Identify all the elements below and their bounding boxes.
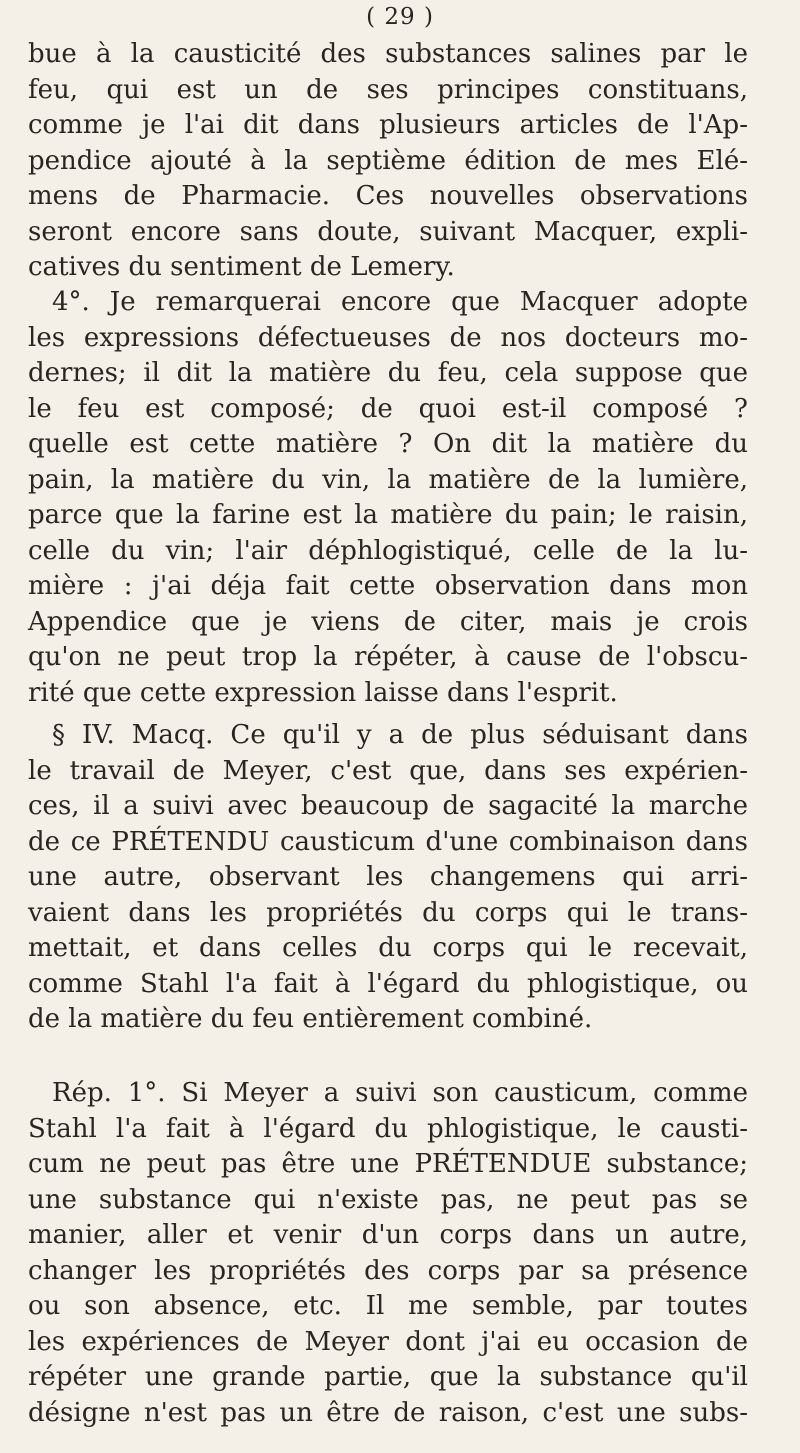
text-line: mière : j'ai déja fait cette observation dans mon <box>28 571 748 601</box>
paragraph-1 <box>28 37 748 286</box>
text-line: Rép. 1°. Si Meyer a suivi son causticum, comme <box>52 1078 748 1108</box>
text-line: catives du sentiment de Lemery. <box>28 252 455 282</box>
text-line: répéter une grande partie, que la substance qu'il <box>28 1362 748 1392</box>
page-number: ( 29 ) <box>366 4 434 30</box>
text-line: pendice ajouté à la septième édition de mes Elé- <box>28 145 748 176</box>
text-line: quelle est cette matière ? On dit la matière du <box>28 429 748 459</box>
text-line: 4°. Je remarquerai encore que Macquer adopte <box>52 287 748 317</box>
text-line: Appendice que je viens de citer, mais je crois <box>28 606 748 637</box>
text-line: mettait, et dans celles du corps qui le recevait, <box>28 933 748 963</box>
text-line: Stahl l'a fait à l'égard du phlogistique, le causti- <box>28 1113 748 1144</box>
text-line: cum ne peut pas être une PRÉTENDUE substance; <box>28 1149 748 1179</box>
text-line: désigne n'est pas un être de raison, c'est une subs- <box>28 1397 748 1428</box>
text-line: les expériences de Meyer dont j'ai eu occasion de <box>28 1326 748 1357</box>
text-line: le feu est composé; de quoi est-il composé ? <box>28 393 748 424</box>
text-line: § IV. Macq. Ce qu'il y a de plus séduisant dans <box>52 720 748 750</box>
text-line: dernes; il dit la matière du feu, cela suppose que <box>28 358 748 388</box>
text-line: le travail de Meyer, c'est que, dans ses expérien- <box>28 755 748 786</box>
text-line: de la matière du feu entièrement combiné. <box>28 1004 593 1034</box>
text-line: ou son absence, etc. Il me semble, par toutes <box>28 1291 748 1321</box>
text-line: une autre, observant les changemens qui arri- <box>28 862 748 892</box>
paragraph-4 <box>28 1076 748 1431</box>
text-line: rité que cette expression laisse dans l'esprit. <box>28 677 618 708</box>
text-line: comme je l'ai dit dans plusieurs articles de l'Ap- <box>28 110 748 140</box>
paragraph-3 <box>28 718 748 1038</box>
text-line: feu, qui est un de ses principes constituans, <box>28 74 748 105</box>
text-line: les expressions défectueuses de nos docteurs mo- <box>28 322 748 353</box>
text-line: changer les propriétés des corps par sa présence <box>28 1255 748 1286</box>
text-line: bue à la causticité des substances salines par le <box>28 39 748 69</box>
text-line: celle du vin; l'air déphlogistiqué, celle de la lu- <box>28 535 748 566</box>
text-line: de ce PRÉTENDU causticum d'une combinaison dans <box>28 826 748 857</box>
text-line: parce que la farine est la matière du pain; le raisin, <box>28 500 748 530</box>
text-line: une substance qui n'existe pas, ne peut pas se <box>28 1184 748 1215</box>
text-line: seront encore sans doute, suivant Macquer, expli- <box>28 216 748 247</box>
text-line: comme Stahl l'a fait à l'égard du phlogistique, ou <box>28 968 748 999</box>
text-line: vaient dans les propriétés du corps qui le trans- <box>28 897 748 928</box>
text-line: ces, il a suivi avec beaucoup de sagacité la marche <box>28 791 748 821</box>
text-line: manier, aller et venir d'un corps dans un autre, <box>28 1220 748 1250</box>
paragraph-2 <box>28 285 748 711</box>
text-line: pain, la matière du vin, la matière de la lumière, <box>28 464 748 495</box>
text-line: qu'on ne peut trop la répéter, à cause de l'obscu- <box>28 642 748 672</box>
text-line: mens de Pharmacie. Ces nouvelles observations <box>28 181 748 211</box>
